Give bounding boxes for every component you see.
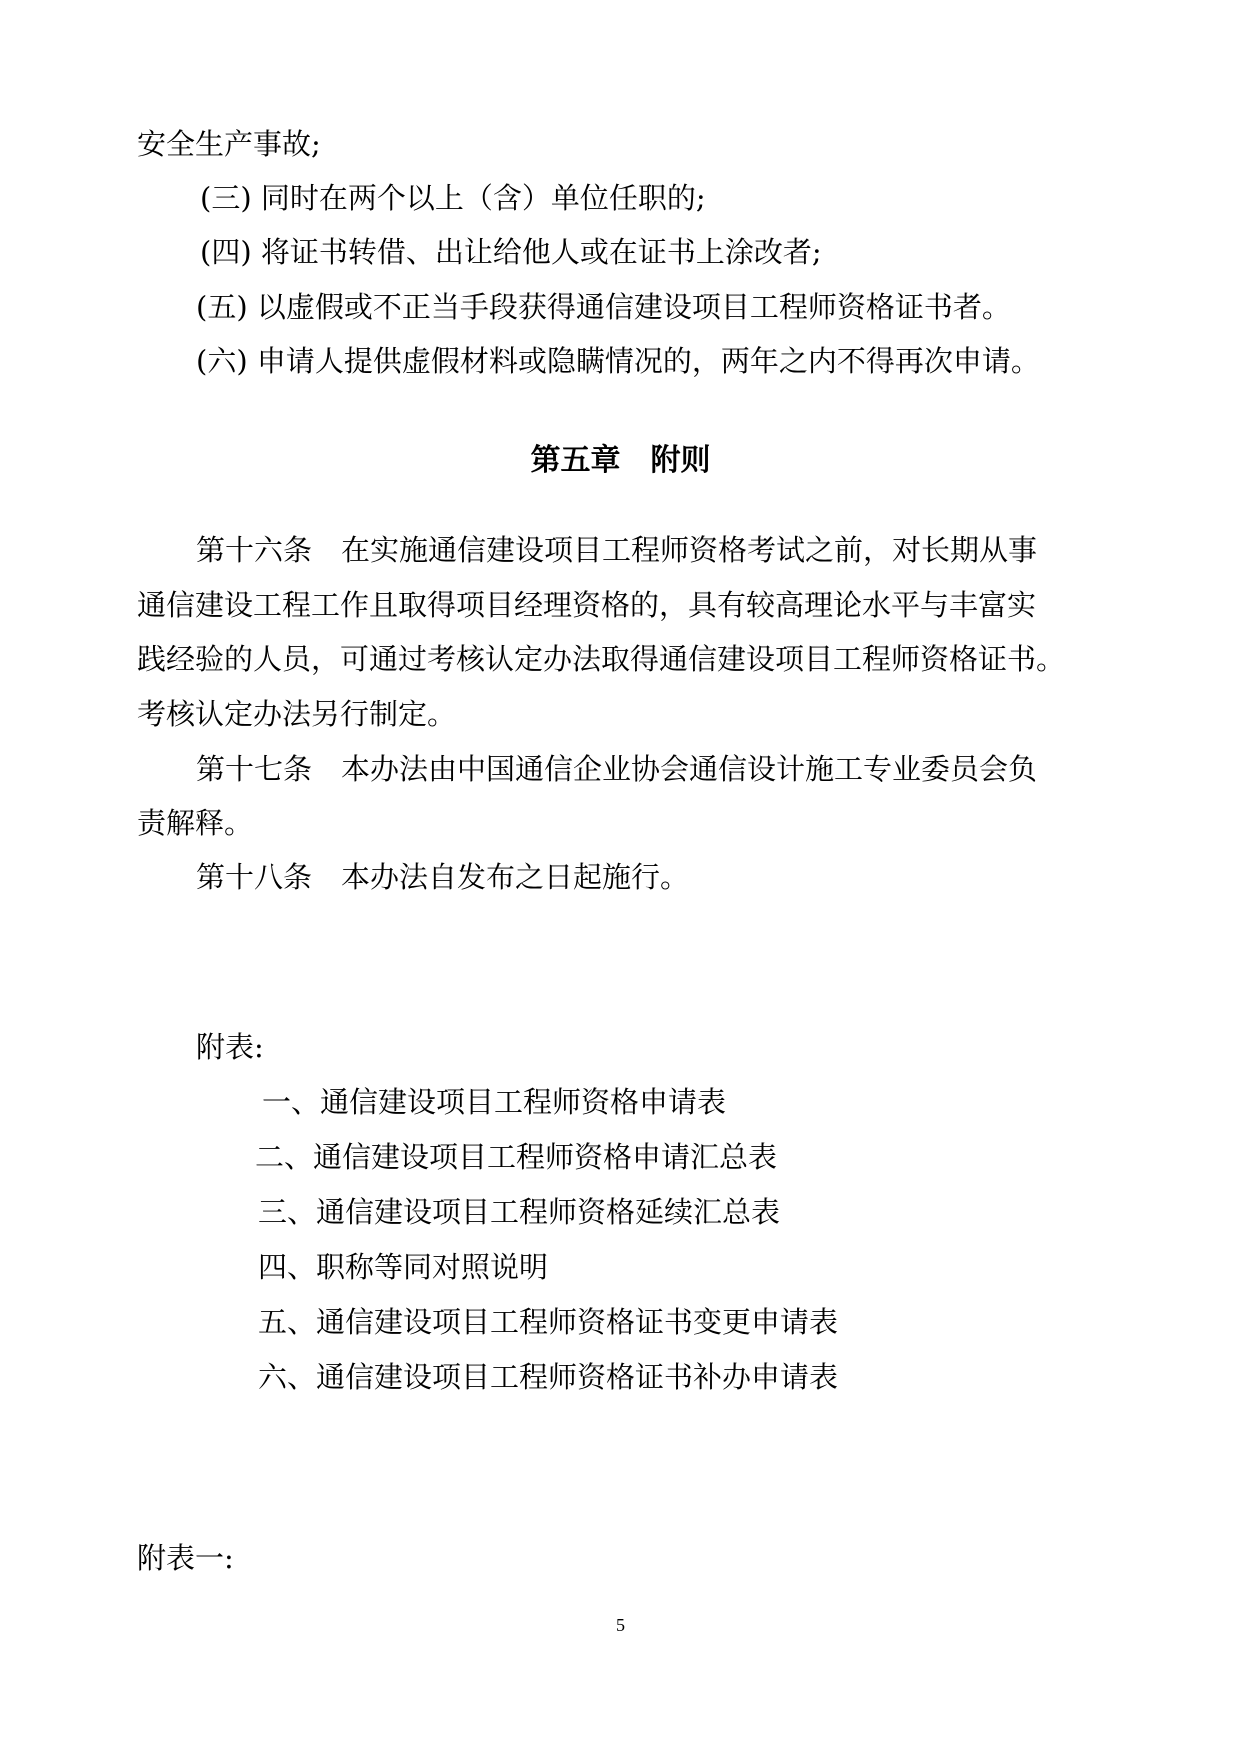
appendix-item: 四、职称等同对照说明 [258,1250,549,1284]
appendix-item: 三、通信建设项目工程师资格延续汇总表 [258,1195,781,1229]
appendix-item: 六、通信建设项目工程师资格证书补办申请表 [258,1360,839,1394]
body-line: (四) 将证书转借、出让给他人或在证书上涂改者; [200,235,822,269]
body-line: (六) 申请人提供虚假材料或隐瞒情况的，两年之内不得再次申请。 [196,344,1040,378]
article-16-line: 通信建设工程工作且取得项目经理资格的，具有较高理论水平与丰富实 [137,588,1037,622]
appendix-item: 一、通信建设项目工程师资格申请表 [262,1085,727,1119]
appendix-item: 二、通信建设项目工程师资格申请汇总表 [255,1140,778,1174]
page-number: 5 [616,1615,625,1635]
chapter-heading: 第五章 附则 [530,443,711,478]
article-16-line: 第十六条 在实施通信建设项目工程师资格考试之前，对长期从事 [196,533,1038,567]
appendix-label: 附表: [196,1030,264,1064]
appendix-table1-label: 附表一: [137,1541,234,1575]
body-line: 安全生产事故; [137,127,321,161]
article-16-line: 考核认定办法另行制定。 [137,697,457,731]
article-16-line: 践经验的人员，可通过考核认定办法取得通信建设项目工程师资格证书。 [137,642,1066,676]
body-line: (三) 同时在两个以上（含）单位任职的; [200,181,706,215]
appendix-item: 五、通信建设项目工程师资格证书变更申请表 [258,1305,839,1339]
article-17-line: 第十七条 本办法由中国通信企业协会通信设计施工专业委员会负 [196,752,1038,786]
body-line: (五) 以虚假或不正当手段获得通信建设项目工程师资格证书者。 [196,290,1011,324]
article-17-line: 责解释。 [137,806,254,840]
article-18-line: 第十八条 本办法自发布之日起施行。 [196,860,690,894]
